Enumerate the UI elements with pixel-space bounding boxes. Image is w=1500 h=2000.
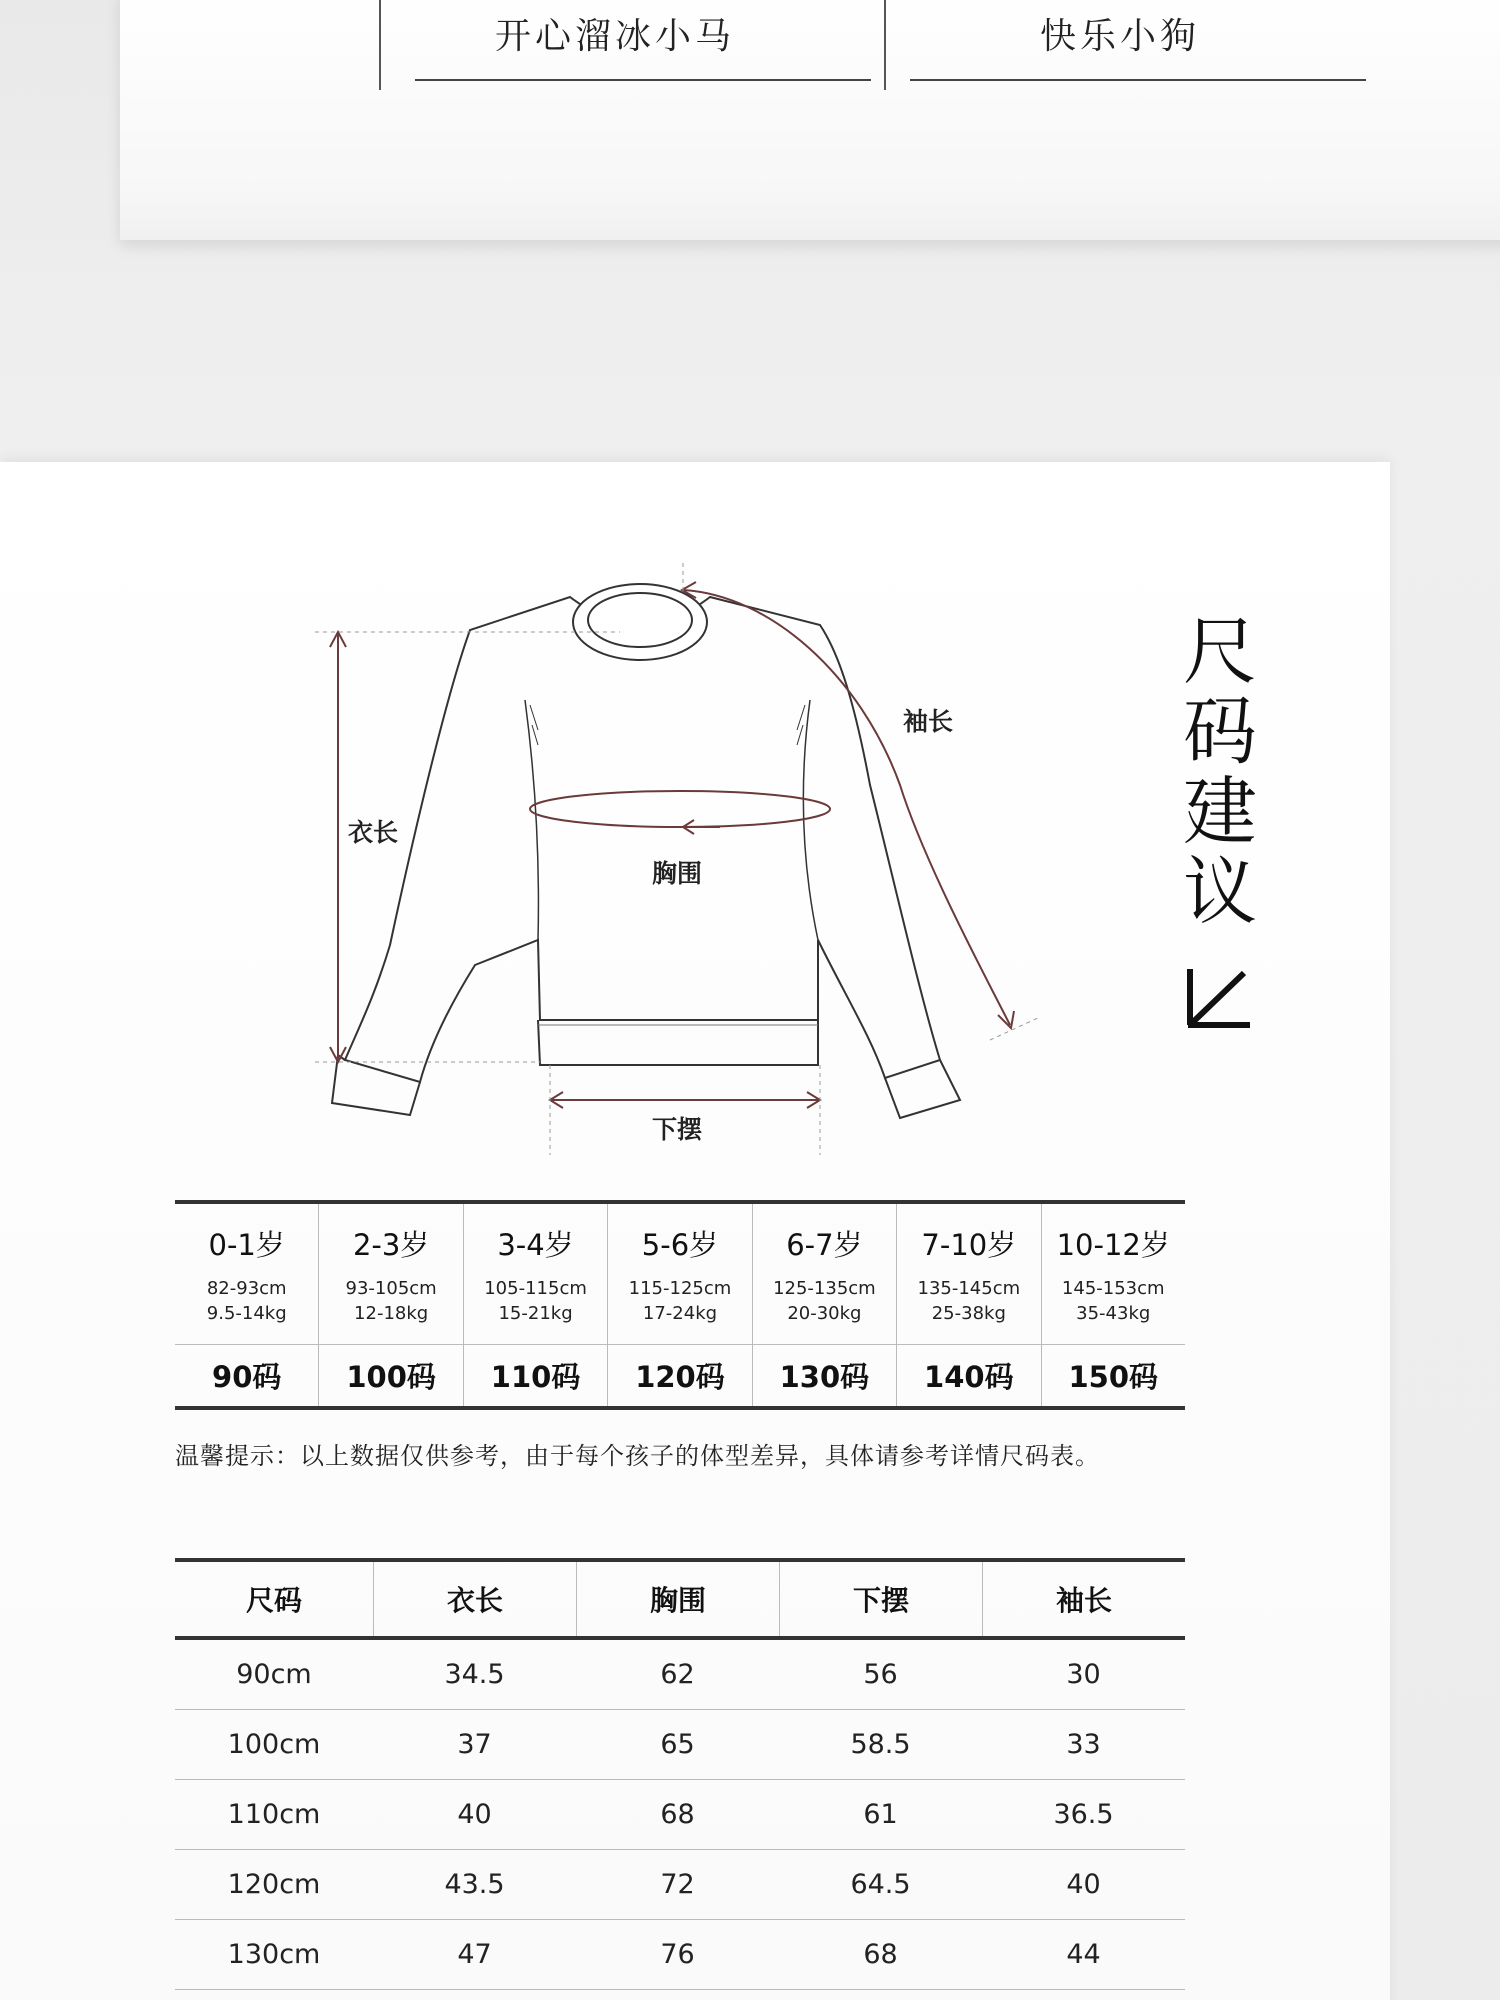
header-cell: 下摆 [779,1562,982,1636]
table-cell: 130cm [227,1939,321,1970]
size-value: 130码 [779,1360,870,1394]
age-cell [896,1204,1040,1344]
age-cell [318,1204,462,1344]
title-char: 码 [1183,689,1257,775]
table-cell: 68 [660,1799,695,1830]
age-range: 10-12岁 [1056,1227,1170,1262]
weight-range: 9.5-14kg [206,1302,287,1324]
weight-range: 20-30kg [787,1302,862,1324]
size-cell [752,1345,896,1406]
underline [910,79,1366,81]
section-title [1180,609,1260,935]
age-size-table [175,1200,1185,1410]
table-cell: 58.5 [850,1729,911,1760]
age-range: 2-3岁 [352,1227,430,1262]
age-cell [1041,1204,1185,1344]
height-range: 93-105cm [345,1277,437,1299]
age-range: 3-4岁 [497,1227,574,1262]
height-range: 105-115cm [484,1277,587,1299]
table-cell: 61 [863,1799,898,1830]
table-cell: 62 [660,1659,695,1690]
table-cell: 37 [457,1729,492,1760]
label-hem: 下摆 [652,1115,703,1144]
divider [379,0,381,90]
weight-range: 17-24kg [642,1302,718,1324]
table-cell: 40 [457,1799,492,1830]
table-cell: 30 [1066,1659,1101,1690]
product-name-right: 快乐小狗 [1039,16,1200,57]
top-product-card [120,0,1500,240]
height-range: 115-125cm [628,1277,732,1299]
table-row [175,1710,1185,1780]
size-value: 150码 [1068,1360,1159,1394]
age-range: 6-7岁 [786,1227,863,1262]
weight-range: 35-43kg [1076,1302,1151,1324]
table-row [175,1640,1185,1710]
table-cell: 120cm [227,1869,321,1900]
label-length: 衣长 [348,818,399,847]
table-row [175,1920,1185,1990]
table-cell: 68 [863,1939,898,1970]
header-cell: 袖长 [982,1562,1185,1636]
age-cell [607,1204,751,1344]
garment-diagram [300,555,1060,1155]
header-cell: 胸围 [576,1562,779,1636]
table-cell: 43.5 [444,1869,505,1900]
height-range: 145-153cm [1061,1277,1165,1299]
table-header [175,1562,1185,1640]
size-value: 140码 [924,1360,1014,1394]
size-row [175,1344,1185,1406]
size-value: 90码 [212,1360,282,1394]
table-row [175,1780,1185,1850]
table-cell: 40 [1066,1869,1101,1900]
age-range: 7-10岁 [921,1227,1017,1262]
title-char: 尺 [1183,609,1257,695]
table-cell: 72 [660,1869,695,1900]
table-cell: 76 [660,1939,695,1970]
table-cell: 65 [660,1729,695,1760]
down-left-arrow-icon [1182,965,1252,1035]
title-char: 议 [1183,849,1257,935]
header-cell: 衣长 [373,1562,576,1636]
table-cell: 56 [863,1659,898,1690]
table-cell: 110cm [227,1799,321,1830]
age-range: 0-1岁 [208,1227,285,1262]
table-cell: 64.5 [850,1869,911,1900]
table-cell: 90cm [236,1659,312,1690]
weight-range: 25-38kg [931,1302,1006,1324]
size-cell [896,1345,1040,1406]
tip-text: 温馨提示：以上数据仅供参考，由于每个孩子的体型差异，具体请参考详情尺码表。 [175,1442,1100,1470]
height-range: 125-135cm [773,1277,876,1299]
table-cell: 34.5 [444,1659,505,1690]
size-value: 110码 [490,1360,581,1394]
age-info-row [175,1204,1185,1344]
height-range: 82-93cm [206,1277,287,1299]
measurement-table [175,1558,1185,1990]
age-range: 5-6岁 [641,1227,719,1262]
weight-range: 12-18kg [354,1302,429,1324]
size-cell [463,1345,607,1406]
product-name-left: 开心溜冰小马 [494,16,735,57]
header-cell: 尺码 [245,1584,302,1617]
table-cell: 100cm [227,1729,321,1760]
table-cell: 36.5 [1053,1799,1114,1830]
size-cell [1041,1345,1185,1406]
table-cell: 47 [457,1939,492,1970]
divider [884,0,886,90]
underline [415,79,871,81]
weight-range: 15-21kg [498,1302,573,1324]
size-value: 100码 [346,1360,436,1394]
title-char: 建 [1183,769,1257,855]
age-cell [175,1204,318,1344]
height-range: 135-145cm [917,1277,1021,1299]
age-cell [463,1204,607,1344]
size-cell [175,1345,318,1406]
label-chest: 胸围 [652,859,703,888]
label-sleeve: 袖长 [903,707,954,736]
table-cell: 44 [1066,1939,1101,1970]
age-cell [752,1204,896,1344]
size-cell [607,1345,751,1406]
size-value: 120码 [635,1360,725,1394]
size-cell [318,1345,462,1406]
table-cell: 33 [1066,1729,1101,1760]
table-row [175,1850,1185,1920]
